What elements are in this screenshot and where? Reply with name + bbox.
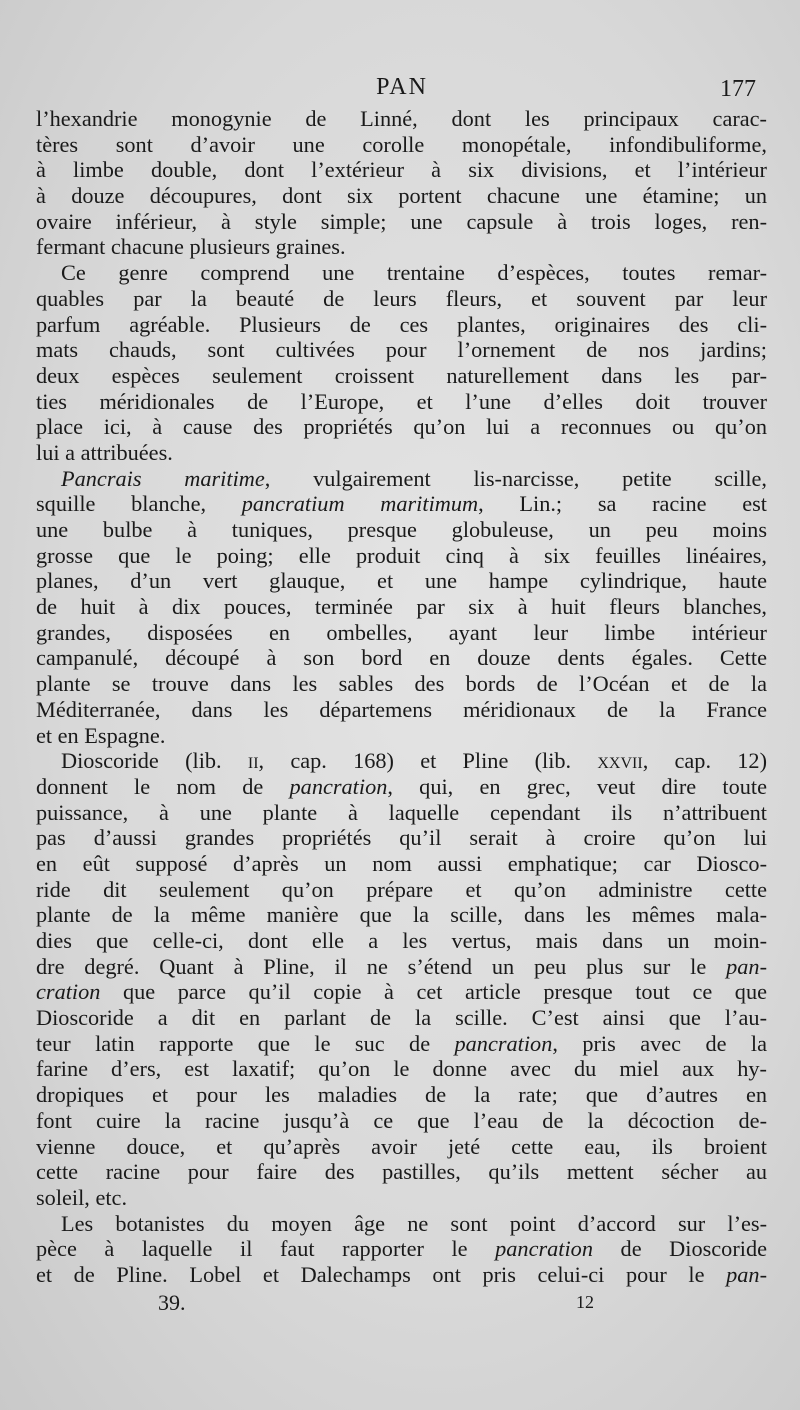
text-line: plante se trouve dans les sables des bords de l’Océan et de la — [36, 671, 767, 697]
text-line: vienne douce, et qu’après avoir jeté cette eau, ils broient — [36, 1133, 767, 1159]
text-line: place ici, à cause des propriétés qu’on lui a reconnues ou qu’on — [36, 414, 767, 440]
running-title: PAN — [376, 74, 428, 100]
text-line: campanulé, découpé à son bord en douze dents égales. Cette — [36, 645, 767, 671]
text-line: pas d’aussi grandes propriétés qu’il serait à croire qu’on lui — [36, 825, 767, 851]
text-line: tères sont d’avoir une corolle monopétale, infondibuliforme, — [36, 131, 767, 157]
text-line: soleil, etc. — [36, 1184, 128, 1210]
text-line: grandes, disposées en ombelles, ayant leur limbe intérieur — [36, 619, 767, 645]
text-line: grosse que le poing; elle produit cinq à six feuilles linéaires, — [36, 542, 767, 568]
text-line: farine d’ers, est laxatif; qu’on le donne avec du miel aux hy- — [36, 1056, 767, 1082]
text-line: en eût supposé d’après un nom aussi emphatique; car Diosco- — [36, 850, 767, 876]
signature-mark: 39. — [158, 1290, 186, 1315]
text-line: plante de la même manière que la scille, dans les mêmes mala- — [36, 902, 767, 928]
text-line: ride dit seulement qu’on prépare et qu’on administre cette — [36, 876, 767, 902]
page-number: 177 — [720, 76, 756, 102]
text-line: ties méridionales de l’Europe, et l’une d’elles doit trouver — [36, 388, 767, 414]
text-line: cette racine pour faire des pastilles, qu’ils mettent sécher au — [36, 1159, 767, 1185]
text-line: font cuire la racine jusqu’à ce que l’eau de la décoction de- — [36, 1107, 767, 1133]
catchword: 12 — [576, 1292, 594, 1312]
text-line: mats chauds, sont cultivées pour l’ornement de nos jardins; — [36, 337, 767, 363]
text-line: Ce genre comprend une trentaine d’espèces, toutes remar- — [61, 260, 767, 286]
text-line: à douze découpures, dont six portent chacune une étamine; un — [36, 183, 767, 209]
text-line: squille blanche, pancratium maritimum, Lin.; sa racine est — [36, 491, 767, 517]
text-line: quables par la beauté de leurs fleurs, et souvent par leur — [36, 285, 767, 311]
text-line: Pancrais maritime, vulgairement lis-narcisse, petite scille, — [61, 465, 767, 491]
text-line: donnent le nom de pancration, qui, en grec, veut dire toute — [36, 773, 767, 799]
text-line: deux espèces seulement croissent naturellement dans les par- — [36, 362, 767, 388]
text-line: dies que celle-ci, dont elle a les vertus, mais dans un moin- — [36, 928, 767, 953]
text-line: une bulbe à tuniques, presque globuleuse, un peu moins — [36, 517, 767, 542]
text-line: parfum agréable. Plusieurs de ces plantes, originaires des cli- — [36, 311, 767, 337]
text-line: pèce à laquelle il faut rapporter le pancration de Dioscoride — [36, 1236, 767, 1262]
page-footer — [36, 1290, 768, 1318]
text-line: Dioscoride (lib. ii, cap. 168) et Pline (lib. xxvii, cap. 12) — [61, 748, 767, 774]
text-line: dropiques et pour les maladies de la rate; que d’autres en — [36, 1082, 767, 1108]
text-line: l’hexandrie monogynie de Linné, dont les principaux carac- — [36, 106, 767, 131]
body-text — [36, 106, 767, 1288]
text-line: à limbe double, dont l’extérieur à six divisions, et l’intérieur — [36, 157, 767, 183]
text-line: dre degré. Quant à Pline, il ne s’étend un peu plus sur le pan- — [36, 953, 767, 979]
text-line: fermant chacune plusieurs graines. — [36, 234, 346, 260]
text-line: Les botanistes du moyen âge ne sont point d’accord sur l’es- — [61, 1210, 767, 1236]
text-line: de huit à dix pouces, terminée par six à huit fleurs blanches, — [36, 594, 767, 620]
text-line: teur latin rapporte que le suc de pancration, pris avec de la — [36, 1030, 767, 1056]
text-line: ovaire inférieur, à style simple; une capsule à trois loges, ren- — [36, 208, 767, 234]
text-line: et de Pline. Lobel et Dalechamps ont pris celui-ci pour le pan- — [36, 1261, 767, 1287]
text-line: planes, d’un vert glauque, et une hampe cylindrique, haute — [36, 568, 767, 594]
text-line: Méditerranée, dans les départemens méridionaux de la France — [36, 696, 767, 722]
running-head — [36, 74, 768, 104]
text-line: lui a attribuées. — [36, 439, 173, 465]
text-line: puissance, à une plante à laquelle cependant ils n’attribuent — [36, 799, 767, 825]
text-line: cration que parce qu’il copie à cet article presque tout ce que — [36, 979, 767, 1005]
text-line: et en Espagne. — [36, 722, 166, 748]
text-line: Dioscoride a dit en parlant de la scille. C’est ainsi que l’au- — [36, 1005, 767, 1031]
